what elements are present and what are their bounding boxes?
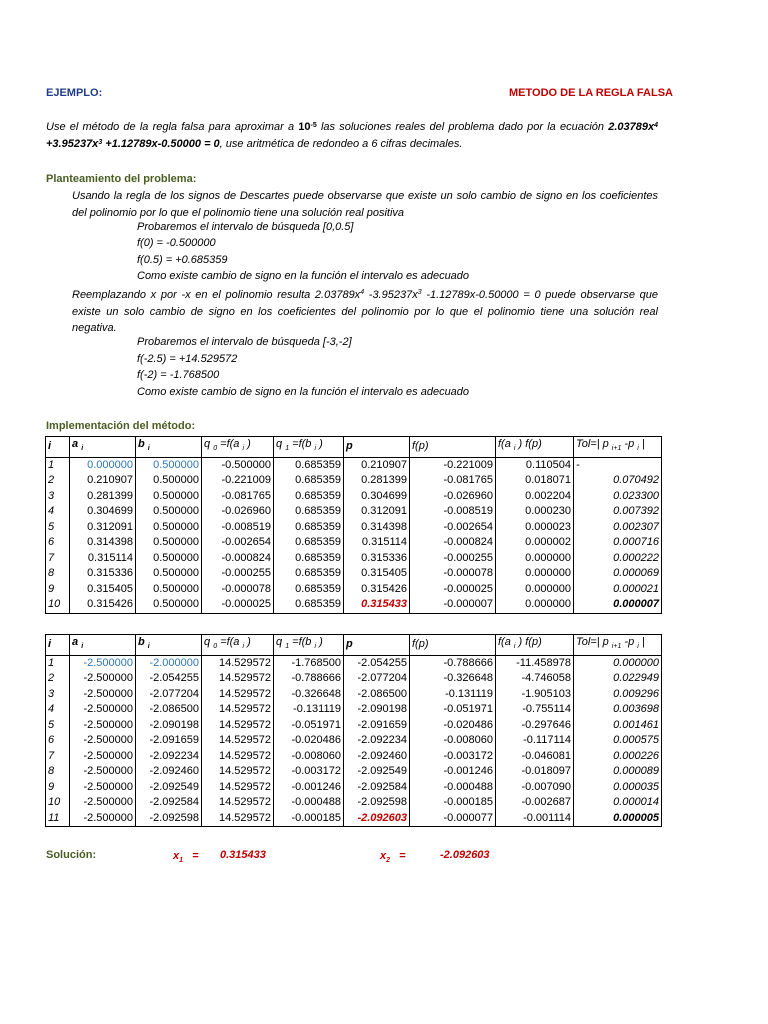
table-cell: 10 — [46, 795, 70, 811]
solution-label: Solución: — [46, 849, 97, 861]
table-row — [46, 566, 662, 582]
table-cell: -0.000488 — [274, 795, 344, 811]
tolerance-base: 10 — [298, 121, 311, 133]
equation-term-a: 2.03789x — [608, 121, 655, 133]
header-q0: q $_0$ =f(a $_i$ ) — [202, 635, 274, 656]
table-cell: 5 — [46, 718, 70, 734]
table-cell: 0.500000 — [136, 582, 202, 598]
table-cell: 0.000021 — [574, 582, 662, 598]
table-cell: -0.046081 — [496, 749, 574, 765]
table-cell: 0.281399 — [344, 473, 410, 489]
table-cell: 0.070492 — [574, 473, 662, 489]
table-cell: -0.007090 — [496, 780, 574, 796]
table-cell: 14.529572 — [202, 811, 274, 827]
table-cell: -0.788666 — [274, 671, 344, 687]
table-cell: 9 — [46, 780, 70, 796]
table-cell: -2.500000 — [70, 811, 136, 827]
table-cell: 0.685359 — [274, 535, 344, 551]
table-cell: 0.304699 — [70, 504, 136, 520]
header-b: b $_i$ — [136, 635, 202, 656]
x2-subscript: 2 — [386, 857, 391, 865]
table-cell: -0.008060 — [410, 733, 496, 749]
table-cell: -2.054255 — [344, 655, 410, 671]
x1-subscript: 1 — [179, 857, 184, 865]
table-cell: -2.091659 — [344, 718, 410, 734]
table-cell: -2.054255 — [136, 671, 202, 687]
table-cell: -0.000007 — [410, 597, 496, 613]
intro-text-rest: , use aritmética de redondeo a 6 cifras decimales. — [219, 138, 463, 150]
table-cell: 0.009296 — [574, 687, 662, 703]
table-cell: 5 — [46, 520, 70, 536]
table-cell: -0.131119 — [274, 702, 344, 718]
method-title: METODO DE LA REGLA FALSA — [509, 87, 673, 99]
header-fa-fp: f(a $_i$ ) f(p) — [496, 437, 574, 458]
table-cell: 0.210907 — [344, 457, 410, 473]
header-i: i — [46, 437, 70, 458]
table-cell: 0.210907 — [70, 473, 136, 489]
table-cell: -2.500000 — [70, 749, 136, 765]
table-cell: 0.685359 — [274, 566, 344, 582]
table-cell: 0.000000 — [496, 597, 574, 613]
table-cell: 0.000089 — [574, 764, 662, 780]
table-row — [46, 718, 662, 734]
table-cell: 0.315426 — [70, 597, 136, 613]
table-cell: 0.685359 — [274, 504, 344, 520]
table-cell: 0.000000 — [574, 655, 662, 671]
table-cell: -2.092549 — [136, 780, 202, 796]
positive-interval-line: Probaremos el intervalo de búsqueda [0,0.5] — [137, 221, 354, 233]
table-cell: -0.002687 — [496, 795, 574, 811]
table-cell: 0.312091 — [70, 520, 136, 536]
table-cell: -0.000078 — [202, 582, 274, 598]
table-cell: 0.000007 — [574, 597, 662, 613]
table-cell: 14.529572 — [202, 795, 274, 811]
table-cell: -0.003172 — [274, 764, 344, 780]
table-cell: 0.500000 — [136, 520, 202, 536]
table-cell: -2.086500 — [136, 702, 202, 718]
table-cell: 0.500000 — [136, 535, 202, 551]
table-cell: 0.315433 — [344, 597, 410, 613]
table-cell: 9 — [46, 582, 70, 598]
table-row — [46, 749, 662, 765]
table-cell: 0.315426 — [344, 582, 410, 598]
table-row — [46, 597, 662, 613]
table-row — [46, 489, 662, 505]
table-row — [46, 473, 662, 489]
table-cell: 0.000014 — [574, 795, 662, 811]
x2-equals: = — [399, 850, 406, 862]
table-cell: 7 — [46, 749, 70, 765]
table-cell: -0.117114 — [496, 733, 574, 749]
table-cell: 0.018071 — [496, 473, 574, 489]
table-cell: 0.685359 — [274, 597, 344, 613]
table-cell: -2.086500 — [344, 687, 410, 703]
table-cell: -0.081765 — [202, 489, 274, 505]
table-cell: -2.500000 — [70, 702, 136, 718]
table-cell: 0.315114 — [70, 551, 136, 567]
table-cell: -0.221009 — [410, 457, 496, 473]
table-row — [46, 655, 662, 671]
table-cell: 0.023300 — [574, 489, 662, 505]
table-cell: 8 — [46, 764, 70, 780]
negative-root-paragraph — [72, 287, 658, 337]
header-q0: q $_0$ =f(a $_i$ ) — [202, 437, 274, 458]
header-fa-fp: f(a $_i$ ) f(p) — [496, 635, 574, 656]
x1-label — [173, 850, 199, 864]
table-cell: -0.008060 — [274, 749, 344, 765]
table-cell: -0.008519 — [202, 520, 274, 536]
f-minus-2-line: f(-2) = -1.768500 — [137, 369, 220, 381]
table-cell: -0.020486 — [410, 718, 496, 734]
table-cell: -0.081765 — [410, 473, 496, 489]
table-cell: 10 — [46, 597, 70, 613]
table-cell: -0.002654 — [410, 520, 496, 536]
table-cell: 0.000035 — [574, 780, 662, 796]
table-cell: 0.500000 — [136, 489, 202, 505]
table-cell: 0.000716 — [574, 535, 662, 551]
table-cell: -0.001246 — [274, 780, 344, 796]
table-cell: -0.000185 — [274, 811, 344, 827]
table-cell: -0.000025 — [202, 597, 274, 613]
table-cell: 6 — [46, 535, 70, 551]
table-cell: -0.755114 — [496, 702, 574, 718]
table-cell: 14.529572 — [202, 702, 274, 718]
table-cell: 0.001461 — [574, 718, 662, 734]
table-row — [46, 687, 662, 703]
table-cell: -2.092584 — [136, 795, 202, 811]
table-cell: 14.529572 — [202, 671, 274, 687]
table-cell: 0.685359 — [274, 457, 344, 473]
equation-exp-b: 3 — [98, 139, 103, 146]
table-cell: -0.000255 — [410, 551, 496, 567]
table-row — [46, 671, 662, 687]
table-cell: 0.685359 — [274, 582, 344, 598]
table-cell: -2.500000 — [70, 687, 136, 703]
table-cell: -0.001114 — [496, 811, 574, 827]
header-i: i — [46, 635, 70, 656]
table-cell: -2.092460 — [136, 764, 202, 780]
table-cell: -0.131119 — [410, 687, 496, 703]
positive-root-table — [45, 436, 662, 614]
table-row — [46, 702, 662, 718]
table-cell: -0.000077 — [410, 811, 496, 827]
table-cell: 0.500000 — [136, 566, 202, 582]
table-cell: -0.500000 — [202, 457, 274, 473]
table-cell: -2.092603 — [344, 811, 410, 827]
table-header-row — [46, 635, 662, 656]
table-cell: -0.000824 — [410, 535, 496, 551]
table-cell: 1 — [46, 457, 70, 473]
equation-exp-a: 4 — [654, 122, 659, 129]
table-cell: 0.315405 — [70, 582, 136, 598]
table-cell: -0.001246 — [410, 764, 496, 780]
table-cell: -0.008519 — [410, 504, 496, 520]
table-cell: 0.002204 — [496, 489, 574, 505]
table-cell: -0.297646 — [496, 718, 574, 734]
table-cell: 0.281399 — [70, 489, 136, 505]
table-row — [46, 780, 662, 796]
table-cell: 0.304699 — [344, 489, 410, 505]
table-cell: 0.314398 — [70, 535, 136, 551]
table-cell: 0.110504 — [496, 457, 574, 473]
x1-equals: = — [192, 850, 199, 862]
table-cell: 0.315114 — [344, 535, 410, 551]
table-cell: -0.051971 — [410, 702, 496, 718]
table-row — [46, 551, 662, 567]
x2-value: -2.092603 — [440, 849, 490, 861]
table-cell: -2.500000 — [70, 733, 136, 749]
table-cell: -0.002654 — [202, 535, 274, 551]
table-cell: -4.746058 — [496, 671, 574, 687]
example-label: EJEMPLO: — [46, 87, 103, 99]
table-cell: -2.090198 — [136, 718, 202, 734]
table-cell: -2.500000 — [70, 655, 136, 671]
x1-value: 0.315433 — [220, 849, 266, 861]
table-cell: 0.312091 — [344, 504, 410, 520]
table-cell: 14.529572 — [202, 764, 274, 780]
table-cell: -0.000078 — [410, 566, 496, 582]
table-cell: 0.003698 — [574, 702, 662, 718]
table-cell: 0.685359 — [274, 551, 344, 567]
negative-interval-line: Probaremos el intervalo de búsqueda [-3,-2] — [137, 336, 352, 348]
table-row — [46, 535, 662, 551]
table-cell: 0.315405 — [344, 566, 410, 582]
header-fp: f(p) — [410, 635, 496, 656]
table-cell: 0.000000 — [70, 457, 136, 473]
header-tol: Tol=| p $_{i+1}$ -p $_i$ | — [574, 635, 662, 656]
f-minus-2-5-line: f(-2.5) = +14.529572 — [137, 353, 238, 365]
implementation-heading: Implementación del método: — [46, 420, 196, 432]
table-cell: -2.077204 — [344, 671, 410, 687]
table-cell: -0.000185 — [410, 795, 496, 811]
table-cell: -1.905103 — [496, 687, 574, 703]
x1-symbol: x — [173, 850, 180, 862]
negative-sign-change-line: Como existe cambio de signo en la función el intervalo es adecuado — [137, 386, 470, 398]
table-cell: 1 — [46, 655, 70, 671]
neg-exp-2: 3 — [417, 289, 422, 296]
header-q1: q $_1$ =f(b $_i$ ) — [274, 437, 344, 458]
header-a: a $_i$ — [70, 437, 136, 458]
table-cell: -2.092234 — [136, 749, 202, 765]
table-row — [46, 764, 662, 780]
table-cell: 0.685359 — [274, 489, 344, 505]
neg-exp-1: 4 — [360, 289, 365, 296]
table-cell: -0.000488 — [410, 780, 496, 796]
table-cell: 0.007392 — [574, 504, 662, 520]
table-cell: -2.092234 — [344, 733, 410, 749]
table-cell: 0.002307 — [574, 520, 662, 536]
x2-label — [380, 850, 406, 864]
table-cell: 11 — [46, 811, 70, 827]
table-cell: -2.092460 — [344, 749, 410, 765]
table-cell: -0.000824 — [202, 551, 274, 567]
table-cell: -0.020486 — [274, 733, 344, 749]
table-row — [46, 582, 662, 598]
table-cell: 2 — [46, 473, 70, 489]
intro-paragraph — [46, 119, 658, 153]
table-cell: 0.000000 — [496, 566, 574, 582]
table-cell: -0.051971 — [274, 718, 344, 734]
table-header-row — [46, 437, 662, 458]
table-cell: -0.326648 — [274, 687, 344, 703]
table-cell: 3 — [46, 489, 70, 505]
table-cell: 0.685359 — [274, 520, 344, 536]
header-b: b $_i$ — [136, 437, 202, 458]
table-cell: 14.529572 — [202, 780, 274, 796]
header-p: p — [344, 635, 410, 656]
table-cell: 14.529572 — [202, 687, 274, 703]
table-cell: -2.500000 — [70, 764, 136, 780]
header-fp: f(p) — [410, 437, 496, 458]
table-cell: 0.000575 — [574, 733, 662, 749]
header-tol: Tol=| p $_{i+1}$ -p $_i$ | — [574, 437, 662, 458]
table-cell: 0.500000 — [136, 473, 202, 489]
negative-root-table — [45, 634, 662, 827]
table-cell: 0.500000 — [136, 597, 202, 613]
table-cell: 14.529572 — [202, 733, 274, 749]
table-cell: -2.092598 — [136, 811, 202, 827]
table-cell: 0.500000 — [136, 457, 202, 473]
table-cell: 0.315336 — [344, 551, 410, 567]
table-cell: -2.500000 — [70, 795, 136, 811]
table-row — [46, 457, 662, 473]
f-half-line: f(0.5) = +0.685359 — [137, 254, 228, 266]
table-cell: 0.000000 — [496, 551, 574, 567]
intro-text-a: Use el método de la regla falsa para aproximar a — [46, 121, 295, 133]
table-cell: 4 — [46, 504, 70, 520]
table-cell: 0.500000 — [136, 551, 202, 567]
table-row — [46, 520, 662, 536]
table-cell: 0.000005 — [574, 811, 662, 827]
table-cell: 0.000222 — [574, 551, 662, 567]
table-cell: -2.091659 — [136, 733, 202, 749]
table-cell: -0.000025 — [410, 582, 496, 598]
table-cell: -0.026960 — [202, 504, 274, 520]
table-cell: 7 — [46, 551, 70, 567]
positive-root-paragraph: Usando la regla de los signos de Descartes puede observarse que existe un solo cambio de signo en los coeficientes del polinomio por lo que el polinomio tiene una solución real positiva — [72, 190, 658, 219]
positive-sign-change-line: Como existe cambio de signo en la función el intervalo es adecuado — [137, 270, 470, 282]
table-cell: 0.022949 — [574, 671, 662, 687]
table-cell: -2.090198 — [344, 702, 410, 718]
table-cell: 0.000000 — [496, 582, 574, 598]
problem-heading: Planteamiento del problema: — [46, 173, 197, 185]
table-cell: -0.788666 — [410, 655, 496, 671]
table-cell: 14.529572 — [202, 718, 274, 734]
table-cell: -2.092598 — [344, 795, 410, 811]
table-row — [46, 733, 662, 749]
table-cell: -11.458978 — [496, 655, 574, 671]
table-cell: -2.500000 — [70, 780, 136, 796]
table-cell: 4 — [46, 702, 70, 718]
table-cell: 6 — [46, 733, 70, 749]
intro-text-b: las soluciones reales del problema dado por la ecuación — [320, 121, 605, 133]
x2-symbol: x — [380, 850, 387, 862]
neg-text-a: Reemplazando x por -x en el polinomio resulta 2.03789x — [72, 289, 361, 301]
table-cell: -2.500000 — [70, 718, 136, 734]
table-cell: 0.315336 — [70, 566, 136, 582]
table-cell: -2.077204 — [136, 687, 202, 703]
table-cell: -2.092549 — [344, 764, 410, 780]
table-cell: 14.529572 — [202, 655, 274, 671]
tolerance-exponent: -5 — [310, 122, 317, 129]
table-cell: 0.500000 — [136, 504, 202, 520]
f-zero-line: f(0) = -0.500000 — [137, 237, 216, 249]
table-cell: -0.018097 — [496, 764, 574, 780]
table-cell: -0.326648 — [410, 671, 496, 687]
neg-text-b: -3.95237x — [368, 289, 418, 301]
table-cell: 8 — [46, 566, 70, 582]
equation-term-b: +3.95237x — [46, 138, 99, 150]
table-row — [46, 811, 662, 827]
header-a: a $_i$ — [70, 635, 136, 656]
table-cell: 0.000230 — [496, 504, 574, 520]
header-p: p — [344, 437, 410, 458]
table-cell: -2.500000 — [70, 671, 136, 687]
table-cell: -0.000255 — [202, 566, 274, 582]
header-q1: q $_1$ =f(b $_i$ ) — [274, 635, 344, 656]
equation-term-c: +1.12789x-0.50000 = 0 — [105, 138, 220, 150]
table-cell: 0.000002 — [496, 535, 574, 551]
table-cell: 0.314398 — [344, 520, 410, 536]
table-cell: 0.000069 — [574, 566, 662, 582]
table-cell: 0.685359 — [274, 473, 344, 489]
table-cell: 14.529572 — [202, 749, 274, 765]
table-cell: 3 — [46, 687, 70, 703]
table-cell: -0.003172 — [410, 749, 496, 765]
table-cell: -2.000000 — [136, 655, 202, 671]
table-row — [46, 504, 662, 520]
table-cell: 2 — [46, 671, 70, 687]
table-cell: -2.092584 — [344, 780, 410, 796]
neg-text-c: -1.12789x-0.50000 = 0 puede observarse que existe un solo cambio de signo en los coeficientes del polinomio por lo que el polinomio tiene una solución real negativa. — [72, 289, 658, 334]
table-cell: -0.221009 — [202, 473, 274, 489]
table-cell: 0.000226 — [574, 749, 662, 765]
table-cell: -1.768500 — [274, 655, 344, 671]
table-cell: 0.000023 — [496, 520, 574, 536]
table-cell: -0.026960 — [410, 489, 496, 505]
table-cell: - — [574, 457, 662, 473]
table-row — [46, 795, 662, 811]
